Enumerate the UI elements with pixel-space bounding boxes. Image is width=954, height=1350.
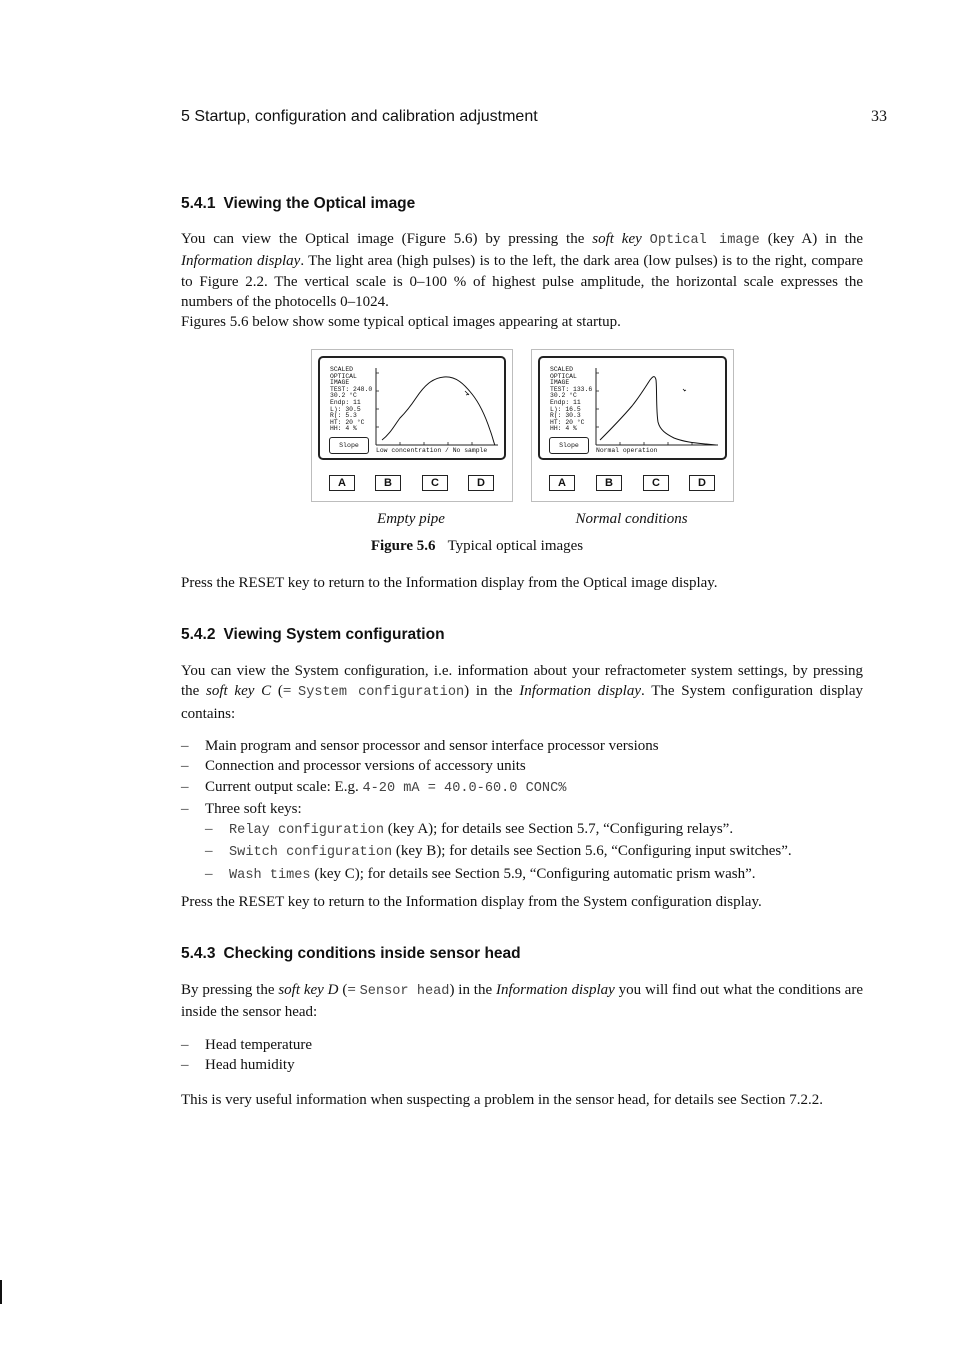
system-configuration-list [181, 736, 881, 886]
code-wash-times: Wash times [229, 867, 311, 883]
lcd-line: L): 16.5 [550, 405, 581, 413]
lcd-line: L): 30.5 [330, 405, 361, 413]
chapter-title: 5 Startup, configuration and calibration adjustment [181, 108, 538, 125]
sensor-head-list [181, 1035, 881, 1076]
list-item [205, 841, 905, 863]
subcaption-normal-conditions: Normal conditions [575, 511, 688, 527]
code-optical-image: Optical image [649, 233, 760, 248]
lcd-line: HT: 20 °C [330, 418, 365, 426]
text-run: You can view the Optical image (Figure 5.6) by pressing the [181, 231, 593, 247]
lcd-status-line: Low concentration / No sample [376, 447, 488, 454]
code-switch-configuration: Switch configuration [229, 845, 393, 861]
key-a[interactable]: A [549, 475, 575, 491]
text-run: (key A) in the [759, 231, 863, 247]
paragraph-reset-system: Press the RESET key to return to the Information display from the System configuration display. [181, 894, 762, 910]
list-item: – Head temperature [181, 1035, 881, 1055]
emphasis: Information display [181, 253, 301, 270]
section-title: Viewing System configuration [223, 626, 445, 643]
emphasis: soft key C [206, 683, 272, 700]
lcd-screen [538, 356, 727, 460]
list-item [181, 799, 881, 886]
lcd-line: R(: 30.3 [550, 412, 581, 420]
text-run: . The light area (high pulses) is to the left, the dark area (low pulses) is to the right, compare to Figure 2.2. The vertical scale is 0–100 % of highest pulse amplitude, the horizontal scale expresses the numbers of the photocells 0–1024. [181, 253, 863, 310]
section-title: Viewing the Optical image [223, 195, 416, 212]
text-run: ) in the [449, 982, 496, 998]
lcd-status-line: Normal operation [596, 447, 658, 454]
emphasis: Information display [519, 683, 642, 700]
lcd-line: HH: 4 % [550, 425, 577, 433]
text-run: (= [271, 683, 299, 700]
text-run: Current output scale: E.g. [205, 778, 363, 795]
list-item: – Head humidity [181, 1055, 881, 1075]
running-header [181, 108, 887, 128]
emphasis: Information display [495, 982, 615, 998]
key-d[interactable]: D [689, 475, 715, 491]
text-run: ) in the [464, 683, 520, 700]
figure-label: Figure 5.6 [370, 538, 436, 554]
paragraph-system-configuration [181, 661, 863, 724]
paragraph-reset-optical: Press the RESET key to return to the Information display from the Optical image display. [181, 575, 718, 591]
lcd-line: Endp: 11 [550, 398, 581, 406]
text-run: (key B); for details see Section 5.6, “Configuring input switches”. [392, 843, 792, 860]
text-run: You can view the System configuration, i.e. information about your refractometer system settings, by pressing the [181, 663, 863, 700]
list-item [205, 864, 905, 886]
soft-keys-list [205, 819, 905, 886]
key-c[interactable]: C [422, 475, 448, 491]
lcd-line: HH: 4 % [330, 425, 357, 433]
slope-soft-key[interactable]: Slope [329, 437, 369, 454]
code-sensor-head: Sensor head [359, 984, 450, 999]
key-d[interactable]: D [468, 475, 494, 491]
key-b[interactable]: B [596, 475, 622, 491]
section-heading-5-4-2 [181, 626, 445, 644]
cursor-mark [683, 389, 686, 391]
paragraph-optical-image [181, 229, 863, 332]
figure-panel-empty-pipe [311, 349, 513, 502]
paragraph-sensor-head [181, 980, 863, 1023]
code-output-scale: 4-20 mA = 40.0-60.0 CONC% [362, 780, 567, 796]
lcd-line: R(: 5.3 [330, 412, 357, 420]
section-number: 5.4.2 [181, 626, 216, 643]
page-number: 33 [871, 108, 887, 125]
lcd-line: Endp: 11 [330, 398, 361, 406]
text-run: (key A); for details see Section 5.7, “Configuring relays”. [384, 821, 734, 838]
code-relay-configuration: Relay configuration [229, 823, 384, 839]
section-title: Checking conditions inside sensor head [223, 945, 521, 962]
key-b[interactable]: B [375, 475, 401, 491]
subcaption-empty-pipe: Empty pipe [377, 511, 445, 527]
lcd-line: 30.2 °C [550, 392, 577, 400]
lcd-line: 30.2 °C [330, 392, 357, 400]
lcd-line: TEST: 248.0 [330, 385, 373, 393]
list-item: – Connection and processor versions of accessory units [181, 756, 881, 776]
text-run: Three soft keys: [205, 800, 302, 817]
optical-curve [382, 377, 495, 445]
plot-ticks [376, 373, 472, 445]
section-heading-5-4-1 [181, 195, 415, 213]
lcd-line: HT: 20 °C [550, 418, 585, 426]
lcd-line: OPTICAL [550, 372, 577, 380]
slope-soft-key[interactable]: Slope [549, 437, 589, 454]
plot-ticks [596, 373, 692, 445]
figure-caption [0, 538, 954, 555]
section-number: 5.4.1 [181, 195, 216, 212]
emphasis: soft key D [278, 982, 339, 998]
lcd-screen [318, 356, 506, 460]
list-item: – Main program and sensor processor and sensor interface processor versions [181, 736, 881, 756]
key-a[interactable]: A [329, 475, 355, 491]
emphasis: soft key [592, 231, 642, 247]
section-heading-5-4-3 [181, 945, 521, 963]
cursor-mark [465, 391, 469, 395]
lcd-line: IMAGE [550, 379, 570, 387]
lcd-line: OPTICAL [330, 372, 357, 380]
text-run: . The System configuration display contains: [181, 683, 863, 722]
text-run: Figures 5.6 below show some typical optical images appearing at startup. [181, 314, 621, 331]
margin-change-bar [0, 1280, 2, 1304]
text-run: you will find out what the conditions are inside the sensor head: [181, 982, 863, 1021]
list-item [205, 819, 905, 841]
list-item [181, 777, 881, 799]
figure-caption-text: Typical optical images [447, 538, 584, 554]
text-run: (key C); for details see Section 5.9, “Configuring automatic prism wash”. [310, 865, 756, 882]
key-c[interactable]: C [643, 475, 669, 491]
lcd-line: SCALED [330, 366, 354, 373]
code-system-configuration: System configuration [298, 685, 465, 701]
figure-panel-normal-conditions [531, 349, 734, 502]
lcd-line: TEST: 133.6 [550, 385, 593, 393]
paragraph-sensor-head-note: This is very useful information when suspecting a problem in the sensor head, for details see Section 7.2.2. [181, 1092, 823, 1108]
section-number: 5.4.3 [181, 945, 216, 962]
lcd-line: IMAGE [330, 379, 350, 387]
lcd-line: SCALED [550, 366, 574, 373]
text-run: By pressing the [181, 982, 279, 998]
optical-curve [600, 377, 716, 445]
text-run: (= [338, 982, 360, 998]
